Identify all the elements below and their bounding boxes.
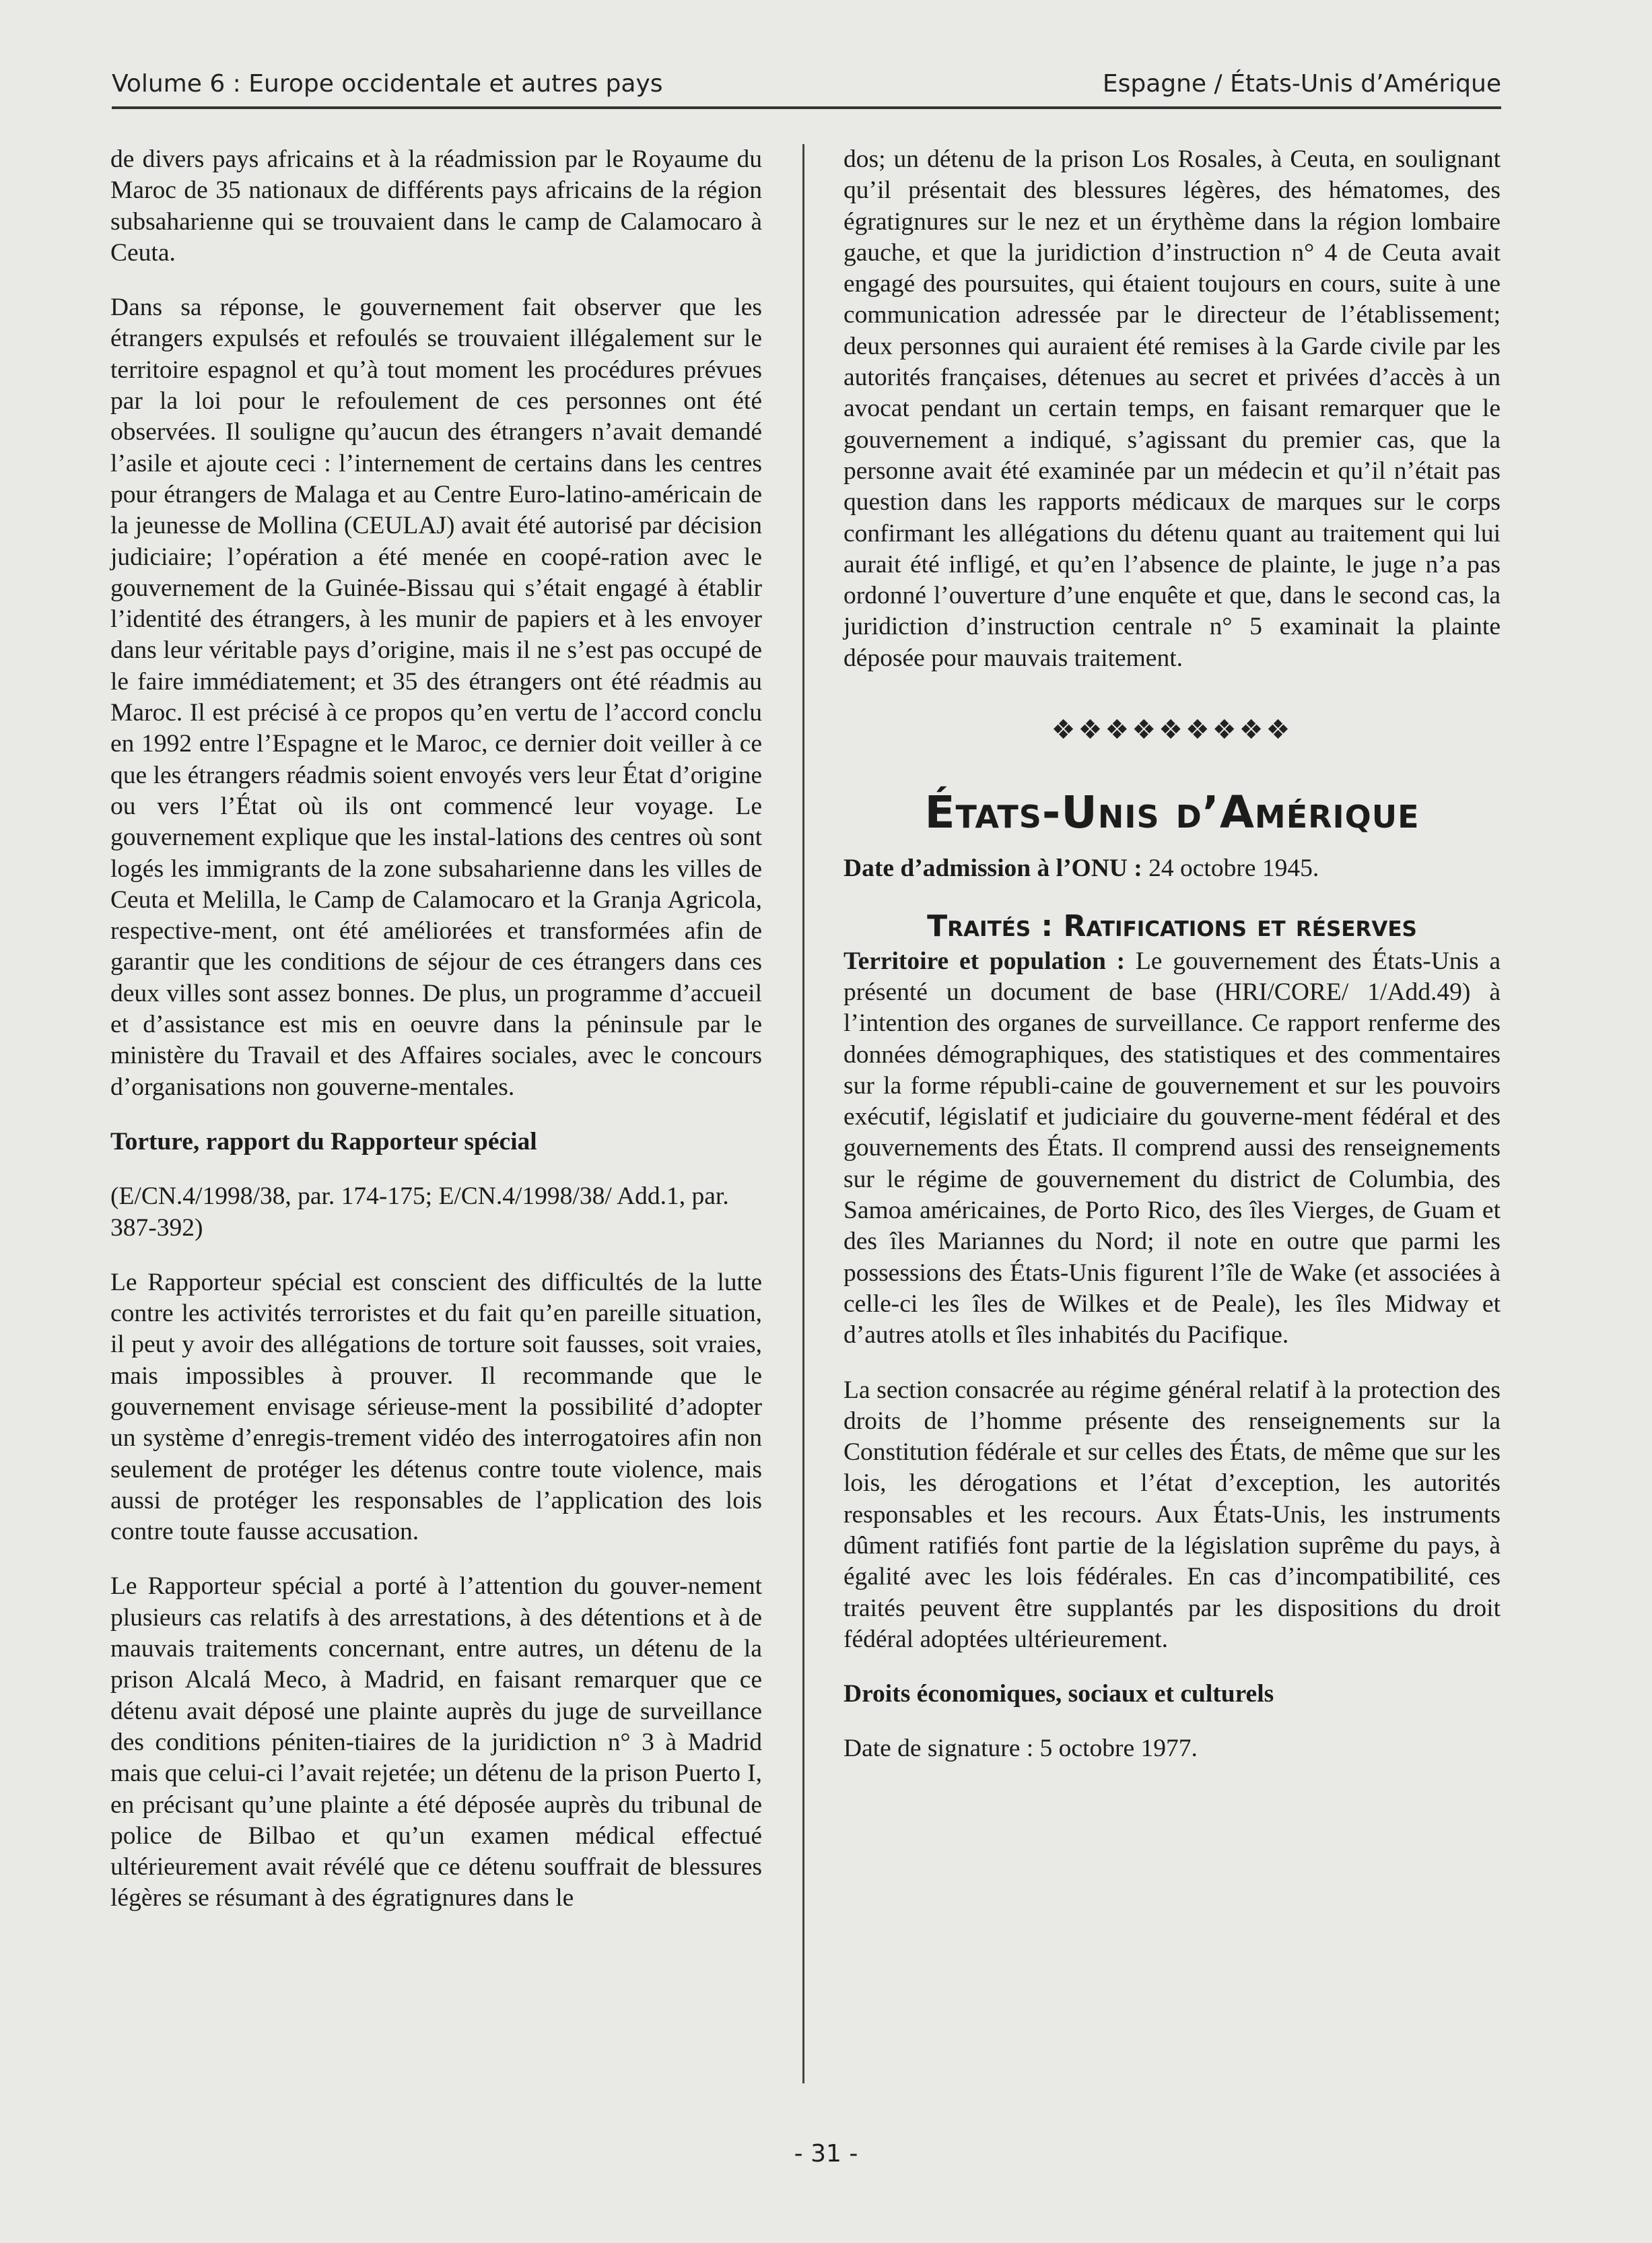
- esc-signature-date: Date de signature : 5 octobre 1977.: [844, 1735, 1198, 1763]
- admission-label: Date d’admission à l’ONU :: [844, 855, 1142, 883]
- paragraph: dos; un détenu de la prison Los Rosales, à Ceuta, en soulignant qu’il présentait des blessures légères, des hématomes, des égratignures sur le nez et un érythème dans la région lombaire gauche, et que la juridiction d’instruction n° 4 de Ceuta avait engagé des poursuites, qui étaient toujours en cours, suite à une communication adressée par le directeur de l’établissement; deux personnes qui auraient été remises à la Garde civile par les autorités françaises, détenues au secret et privées d’accès à un avocat pendant un certain temps, en faisant remarquer que le gouvernement a indiqué, s’agissant du premier cas, que la personne avait été examinée par un médecin et qu’il n’était pas question dans les rapports médicaux de marques sur le corps confirmant les allégations du détenu quant au traitement qui lui aurait été infligé, et qu’en l’absence de plainte, le juge n’a pas ordonné l’ouverture d’une enquête et que, dans le second cas, la juridiction d’instruction centrale n° 5 examinait la plainte déposée pour mauvais traitement.: [844, 145, 1501, 672]
- treaties-heading: Traités : Ratifications et réserves: [927, 908, 1417, 943]
- header-volume: Volume 6 : Europe occidentale et autres pays: [112, 70, 663, 98]
- territory-paragraph: [844, 946, 1501, 1351]
- torture-reference: (E/CN.4/1998/38, par. 174-175; E/CN.4/1998/38/ Add.1, par. 387-392): [110, 1182, 729, 1242]
- left-column: [110, 144, 762, 1938]
- paragraph: Dans sa réponse, le gouvernement fait observer que les étrangers expulsés et refoulés se trouvaient illégalement sur le territoire espagnol et qu’à tout moment les procédures prévues par la loi pour le refoulement de ces personnes ont été observées. Il souligne qu’aucun des étrangers n’avait demandé l’asile et ajoute ceci : l’internement de certains dans les centres pour étrangers de Malaga et au Centre Euro-latino-américain de la jeunesse de Mollina (CEULAJ) avait été autorisé par décision judiciaire; l’opération a été menée en coopé-ration avec le gouvernement de la Guinée-Bissau qui s’était engagé à établir l’identité des étrangers, à les munir de papiers et à les envoyer dans leur véritable pays d’origine, mais il ne s’est pas occupé de le faire immédiatement; et 35 des étrangers ont été réadmis au Maroc. Il est précisé à ce propos qu’en vertu de l’accord conclu en 1992 entre l’Espagne et le Maroc, ce dernier doit veiller à ce que les étrangers réadmis soient envoyés vers leur État d’origine ou vers l’État où ils ont commencé leur voyage. Le gouvernement explique que les instal-lations des centres où sont logés les immigrants de la zone subsaharienne dans les villes de Ceuta et Melilla, le Camp de Calamocaro et la Granja Agricola, respective-ment, ont été améliorées et transformées afin de garantir que les conditions de séjour de ces étrangers dans ces deux villes sont assez bonnes. De plus, un programme d’accueil et d’assistance est mis en oeuvre dans la péninsule par le ministère du Travail et des Affaires sociales, avec le concours d’organisations non gouverne-mentales.: [110, 294, 762, 1101]
- torture-heading: Torture, rapport du Rapporteur spécial: [110, 1127, 537, 1156]
- paragraph: La section consacrée au régime général relatif à la protection des droits de l’homme présente des renseignements sur la Constitution fédérale et sur celles des États, de même que sur les lois, les dérogations et l’état d’exception, les autorités responsables et les recours. Aux États-Unis, les instruments dûment ratifiés font partie de la législation suprême du pays, à égalité avec les lois fédérales. En cas d’incompatibilité, ces traités peuvent être supplantés par les dispositions du droit fédéral adoptées ultérieurement.: [844, 1376, 1501, 1653]
- running-header: [112, 67, 1501, 109]
- admission-date: [844, 853, 1501, 884]
- right-column: [844, 144, 1501, 1788]
- paragraph: Le Rapporteur spécial est conscient des difficultés de la lutte contre les activités terroristes et du fait qu’en pareille situation, il peut y avoir des allégations de torture soit fausses, soit vraies, mais impossibles à prouver. Il recommande que le gouvernement envisage sérieuse-ment la possibilité d’adopter un système d’enregis-trement vidéo des interrogatoires afin non seulement de protéger les détenus contre toute violence, mais aussi de protéger les responsables de l’application des lois contre toute fausse accusation.: [110, 1268, 762, 1546]
- territory-text: Le gouvernement des États-Unis a présenté un document de base (HRI/CORE/ 1/Add.49) à l’intention des organes de surveillance. Ce rapport renferme des données démographiques, des statistiques et des commentaires sur la forme républi-caine de gouvernement et sur les pouvoirs exécutif, législatif et judiciaire du gouverne-ment fédéral et des gouvernements des États. Il comprend aussi des renseignements sur le régime de gouvernement du district de Columbia, des Samoa américaines, de Porto Rico, des îles Vierges, de Guam et des îles Mariannes du Nord; il note en outre que parmi les possessions des États-Unis figurent l’île de Wake (et associées à celle-ci les îles de Wilkes et de Peale), les îles Midway et d’autres atolls et îles inhabités du Pacifique.: [844, 947, 1501, 1349]
- column-divider: [802, 144, 804, 2083]
- country-title: États-Unis d’Amérique: [924, 786, 1420, 839]
- paragraph: Le Rapporteur spécial a porté à l’attention du gouver-nement plusieurs cas relatifs à des arrestations, à des détentions et à de mauvais traitements concernant, entre autres, un détenu de la prison Alcalá Meco, à Madrid, en faisant remarquer que ce détenu avait déposé une plainte auprès du juge de surveillance des conditions péniten-tiaires de la juridiction n° 3 à Madrid mais que celui-ci l’avait rejetée; un détenu de la prison Puerto I, en précisant qu’une plainte a été déposée auprès du tribunal de police de Bilbao et qu’un examen médical effectué ultérieurement avait révélé que ce détenu souffrait de blessures légères se résumant à des égratignures dans le: [110, 1572, 762, 1912]
- page-number: - 31 -: [794, 2140, 858, 2168]
- paragraph: de divers pays africains et à la réadmission par le Royaume du Maroc de 35 nationaux de différents pays africains de la région subsaharienne qui se trouvaient dans le camp de Calamocaro à Ceuta.: [110, 145, 762, 267]
- esc-heading: Droits économiques, sociaux et culturels: [844, 1680, 1274, 1708]
- territory-lead: Territoire et population :: [844, 947, 1126, 975]
- ornament-divider: ❖❖❖❖❖❖❖❖❖: [1051, 714, 1293, 746]
- admission-value: 24 octobre 1945.: [1142, 855, 1319, 883]
- header-countries: Espagne / États-Unis d’Amérique: [1102, 70, 1501, 98]
